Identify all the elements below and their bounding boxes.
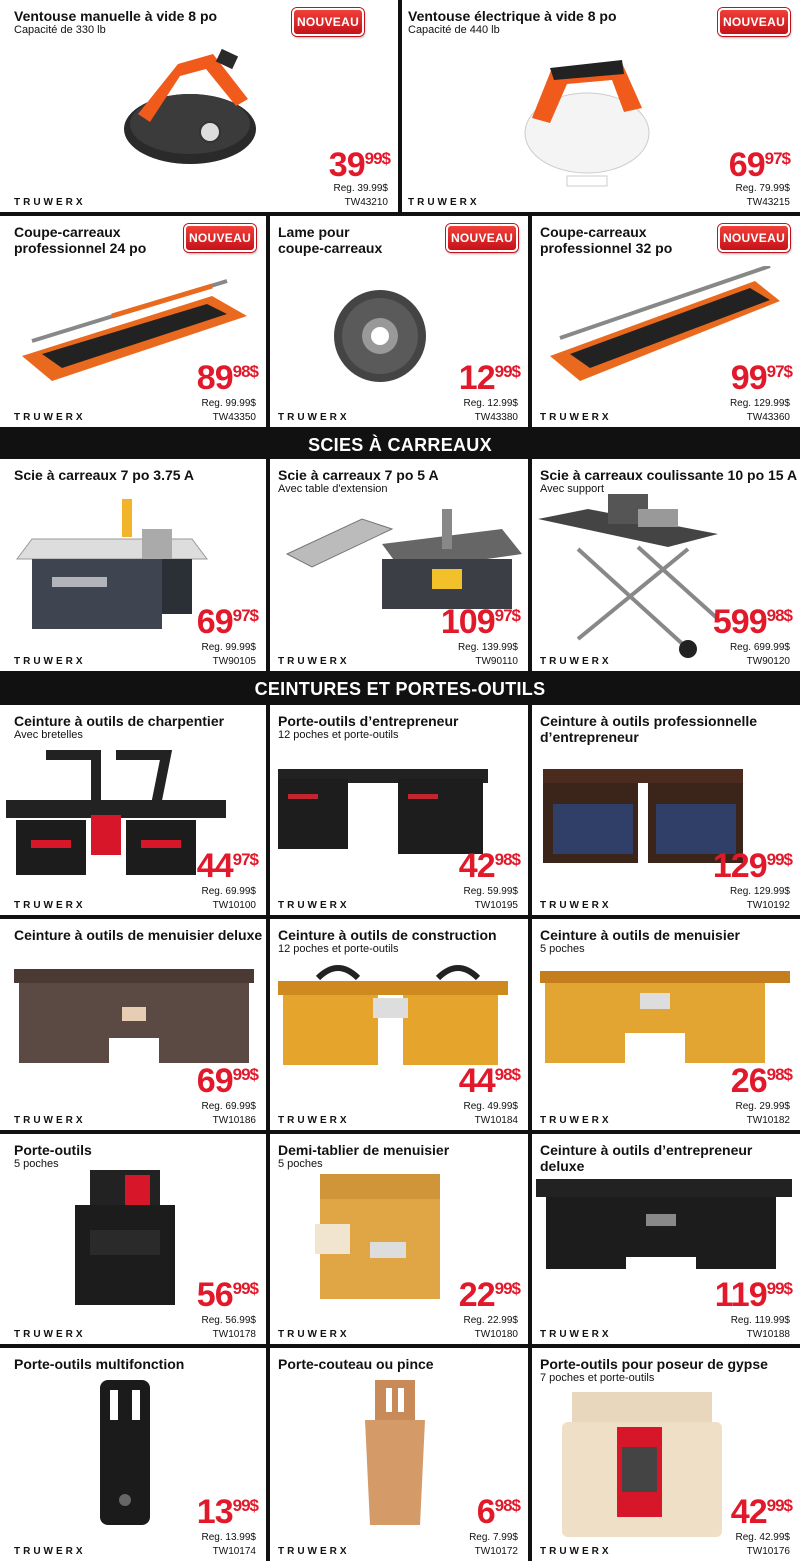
product-card-sliding-tile-saw[interactable] [532,459,800,671]
product-title: Coupe-carreaux professionnel 24 po [14,224,147,256]
product-card-tile-saw-7-375[interactable] [0,459,266,671]
regular-price: Reg. 12.99$ [463,398,518,409]
sale-price: 5699$ [196,1276,258,1314]
sale-price: 4299$ [730,1493,792,1531]
sale-price: 6997$ [196,603,258,641]
product-card-tile-saw-7-5[interactable] [270,459,528,671]
product-title: Ventouse électrique à vide 8 po [408,8,617,24]
product-card-tile-cutter-32[interactable] [532,216,800,427]
sku: TW10180 [474,1329,518,1340]
knife-holder-image [360,1380,430,1530]
regular-price: Reg. 119.99$ [730,1315,790,1326]
regular-price: Reg. 59.99$ [463,886,518,897]
product-card-half-apron[interactable] [270,1134,528,1344]
regular-price: Reg. 49.99$ [463,1101,518,1112]
regular-price: Reg. 39.99$ [333,183,388,194]
product-title: Ceinture à outils de menuisier deluxe [14,927,263,943]
brand-logo: TRUWERX [278,1329,350,1340]
regular-price: Reg. 99.99$ [201,398,256,409]
sale-price: 4298$ [458,847,520,885]
brand-logo: TRUWERX [14,1546,86,1557]
product-title: Ceinture à outils de charpentier [14,713,225,729]
tool-belt-image [540,963,790,1073]
regular-price: Reg. 7.99$ [469,1532,518,1543]
sale-price: 698$ [476,1493,520,1531]
brand-logo: TRUWERX [14,1115,86,1126]
sku: TW10100 [212,900,256,911]
sale-price: 8998$ [196,359,258,397]
product-card-tool-pouch[interactable] [0,1134,266,1344]
sku: TW90120 [746,656,790,667]
product-subtitle: 12 poches et porte-outils [278,729,399,741]
product-card-knife-holder[interactable] [270,1348,528,1561]
product-card-manual-suction[interactable] [0,0,398,212]
sale-price: 6997$ [728,146,790,184]
sku: TW10174 [212,1546,256,1557]
tool-belt-image [536,1174,792,1284]
sku: TW10182 [746,1115,790,1126]
sku: TW43215 [746,197,790,208]
sale-price: 2299$ [458,1276,520,1314]
brand-logo: TRUWERX [278,1115,350,1126]
sku: TW43210 [344,197,388,208]
product-title: Porte-outils pour poseur de gypse [540,1356,768,1372]
product-card-cutter-blade[interactable] [270,216,528,427]
regular-price: Reg. 699.99$ [729,642,790,653]
tool-belt-image [6,745,226,885]
sale-price: 9997$ [730,359,792,397]
regular-price: Reg. 79.99$ [735,183,790,194]
sku: TW90110 [475,656,518,667]
sale-price: 59998$ [712,603,792,641]
product-title: Demi-tablier de menuisier [278,1142,450,1158]
regular-price: Reg. 42.99$ [735,1532,790,1543]
regular-price: Reg. 69.99$ [201,1101,256,1112]
product-card-multi-holder[interactable] [0,1348,266,1561]
product-subtitle: Capacité de 440 lb [408,24,500,36]
product-subtitle: 7 poches et porte-outils [540,1372,655,1384]
product-card-contractor-belt-deluxe[interactable] [532,1134,800,1344]
product-card-contractor-tool-rig[interactable] [270,705,528,915]
product-title: Scie à carreaux 7 po 3.75 A [14,467,195,483]
product-title: Porte-outils [14,1142,92,1158]
product-subtitle: 12 poches et porte-outils [278,943,399,955]
sale-price: 4498$ [458,1062,520,1100]
brand-logo: TRUWERX [14,197,86,208]
product-card-drywall-pouch[interactable] [532,1348,800,1561]
electric-suction-cup-image [512,48,662,188]
product-title: Ceinture à outils professionnelle d’entrepreneur [540,713,758,745]
product-title: Coupe-carreaux professionnel 32 po [540,224,673,256]
product-subtitle: Avec support [540,483,605,495]
product-subtitle: Avec table d'extension [278,483,388,495]
brand-logo: TRUWERX [278,900,350,911]
product-subtitle: 5 poches [278,1158,323,1170]
brand-logo: TRUWERX [408,197,480,208]
tile-saw-image [12,499,212,639]
sale-price: 11999$ [714,1276,792,1314]
product-card-framer-belt[interactable] [0,705,266,915]
regular-price: Reg. 22.99$ [463,1315,518,1326]
product-card-pro-contractor-belt[interactable] [532,705,800,915]
tile-saw-image [282,499,522,619]
sku: TW10195 [474,900,518,911]
brand-logo: TRUWERX [14,900,86,911]
drywall-pouch-image [562,1392,722,1542]
sku: TW10178 [212,1329,256,1340]
sku: TW10172 [474,1546,518,1557]
brand-logo: TRUWERX [540,1115,612,1126]
product-title: Ventouse manuelle à vide 8 po [14,8,218,24]
brand-logo: TRUWERX [14,656,86,667]
new-badge: NOUVEAU [718,8,790,36]
product-title: Porte-outils multifonction [14,1356,185,1372]
sale-price: 10997$ [440,603,520,641]
apron-image [310,1174,450,1304]
tool-belt-image [14,959,254,1069]
regular-price: Reg. 99.99$ [201,642,256,653]
regular-price: Reg. 129.99$ [729,886,790,897]
sku: TW43350 [212,412,256,423]
product-card-construction-belt[interactable] [270,919,528,1130]
regular-price: Reg. 139.99$ [457,642,518,653]
sku: TW43360 [746,412,790,423]
sku: TW43380 [474,412,518,423]
product-subtitle: Avec bretelles [14,729,83,741]
product-subtitle: 5 poches [540,943,585,955]
regular-price: Reg. 29.99$ [735,1101,790,1112]
product-title: Porte-couteau ou pince [278,1356,434,1372]
regular-price: Reg. 13.99$ [201,1532,256,1543]
brand-logo: TRUWERX [540,1329,612,1340]
brand-logo: TRUWERX [14,1329,86,1340]
brand-logo: TRUWERX [540,412,612,423]
regular-price: Reg. 129.99$ [729,398,790,409]
product-card-carpenter-belt-deluxe[interactable] [0,919,266,1130]
product-subtitle: 5 poches [14,1158,59,1170]
regular-price: Reg. 69.99$ [201,886,256,897]
product-title: Ceinture à outils de menuisier [540,927,740,943]
brand-logo: TRUWERX [14,412,86,423]
brand-logo: TRUWERX [540,656,612,667]
tool-belt-image [278,963,508,1073]
new-badge: NOUVEAU [184,224,256,252]
sku: TW10188 [746,1329,790,1340]
regular-price: Reg. 56.99$ [201,1315,256,1326]
brand-logo: TRUWERX [540,900,612,911]
suction-cup-image [118,44,268,174]
section-banner-tool-belts: CEINTURES ET PORTES-OUTILS [0,675,800,703]
blade-image [330,286,430,386]
sale-price: 1299$ [458,359,520,397]
section-banner-tile-saws: SCIES À CARREAUX [0,431,800,459]
sale-price: 3999$ [328,146,390,184]
product-card-tile-cutter-24[interactable] [0,216,266,427]
new-badge: NOUVEAU [292,8,364,36]
tool-belt-image [278,749,488,859]
brand-logo: TRUWERX [278,656,350,667]
product-card-electric-suction[interactable] [402,0,800,212]
sale-price: 1399$ [196,1493,258,1531]
sku: TW10192 [746,900,790,911]
product-title: Porte-outils d’entrepreneur [278,713,459,729]
product-title: Ceinture à outils d’entrepreneur deluxe [540,1142,753,1174]
product-title: Ceinture à outils de construction [278,927,497,943]
sale-price: 12999$ [712,847,792,885]
product-card-carpenter-belt-5[interactable] [532,919,800,1130]
tool-pouch-image [70,1170,180,1310]
product-title: Lame pour coupe-carreaux [278,224,383,256]
product-subtitle: Capacité de 330 lb [14,24,106,36]
new-badge: NOUVEAU [446,224,518,252]
tool-holder-image [90,1380,160,1530]
product-title: Scie à carreaux coulissante 10 po 15 A [540,467,798,483]
sku: TW10184 [474,1115,518,1126]
sku: TW10186 [212,1115,256,1126]
sku: TW10176 [746,1546,790,1557]
brand-logo: TRUWERX [540,1546,612,1557]
sku: TW90105 [212,656,256,667]
product-title: Scie à carreaux 7 po 5 A [278,467,439,483]
sale-price: 4497$ [196,847,258,885]
brand-logo: TRUWERX [278,412,350,423]
brand-logo: TRUWERX [278,1546,350,1557]
sale-price: 2698$ [730,1062,792,1100]
sale-price: 6999$ [196,1062,258,1100]
new-badge: NOUVEAU [718,224,790,252]
